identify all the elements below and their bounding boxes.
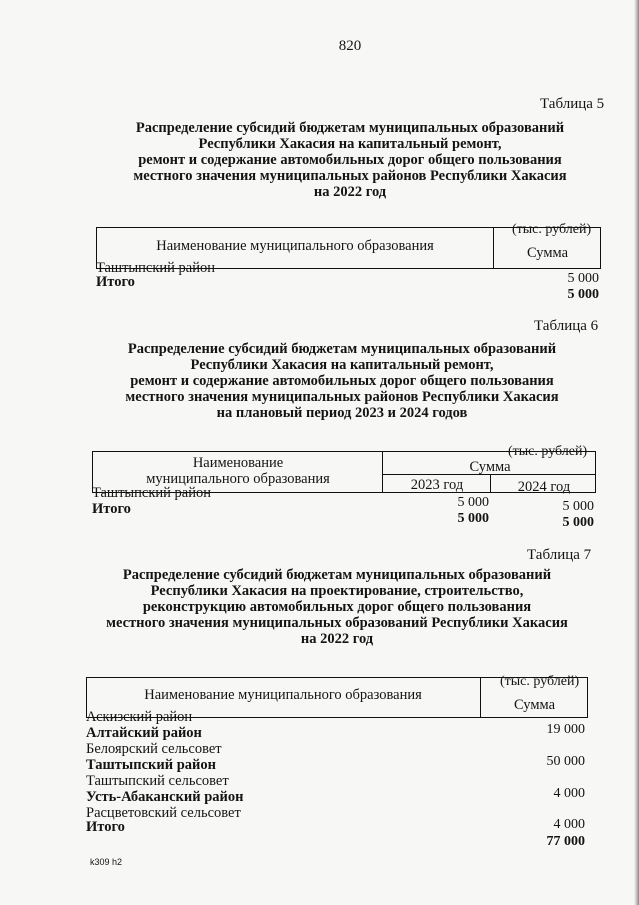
title-line: Распределение субсидий бюджетам муниципальных образований	[122, 567, 552, 583]
table-row-name: Таштыпский район	[96, 260, 216, 276]
title-line: Республики Хакасия на капитальный ремонт,	[198, 136, 502, 152]
table-6-col-2023: 2023 год	[410, 477, 464, 493]
table-6-col-name-header	[94, 455, 382, 487]
table-row-2024: 5 000	[562, 499, 594, 514]
table-total-sum: 77 000	[546, 834, 585, 849]
table-row-name: Расцветовский сельсовет	[86, 805, 241, 821]
table-row-sum: 5 000	[567, 287, 599, 302]
table-7-title	[82, 567, 592, 647]
header-line: муниципального образования	[146, 471, 330, 487]
table-5-col-name-header: Наименование муниципального образования	[156, 238, 434, 254]
table-row-sum: 50 000	[546, 754, 585, 769]
title-line: на 2022 год	[300, 631, 374, 647]
table-row-name: Итого	[92, 501, 131, 517]
title-line: местного значения муниципальных районов Республики Хакасия	[133, 168, 567, 184]
table-5-unit: (тыс. рублей)	[512, 222, 592, 237]
title-line: на 2022 год	[313, 184, 387, 200]
scan-edge	[634, 0, 639, 905]
table-7-col-sum-header: Сумма	[513, 697, 556, 713]
header-line: Наименование	[192, 455, 284, 471]
title-line: Распределение субсидий бюджетам муниципальных образований	[135, 120, 565, 136]
table-6-col-sum-header: Сумма	[469, 459, 511, 475]
title-line: местного значения муниципальных районов Республики Хакасия	[125, 389, 559, 405]
table-row-name: Алтайский район	[86, 725, 202, 741]
table-7-label: Таблица 7	[527, 547, 592, 563]
title-line: местного значения муниципальных образований Республики Хакасия	[106, 615, 568, 631]
title-line: ремонт и содержание автомобильных дорог общего пользования	[138, 152, 562, 168]
title-line: ремонт и содержание автомобильных дорог общего пользования	[130, 373, 554, 389]
table-row-name: Таштыпский сельсовет	[86, 773, 229, 789]
table-7-col-name-header: Наименование муниципального образования	[144, 687, 422, 703]
table-row-name: Таштыпский район	[86, 757, 216, 773]
table-6-title	[92, 341, 592, 421]
table-row-name: Аскизский район	[86, 709, 193, 725]
table-7-unit: (тыс. рублей)	[500, 674, 580, 689]
table-row-sum: 4 000	[553, 786, 585, 801]
table-6-label: Таблица 6	[534, 318, 599, 334]
table-row-2023: 5 000	[457, 511, 489, 526]
table-row-2023: 5 000	[457, 495, 489, 510]
table-row-name: Итого	[86, 819, 125, 835]
table-row-name: Таштыпский район	[92, 485, 212, 501]
table-6-col-2024: 2024 год	[517, 479, 571, 495]
table-row-name: Белоярский сельсовет	[86, 741, 222, 757]
table-5-title	[100, 120, 600, 200]
table-6-unit: (тыс. рублей)	[508, 444, 588, 459]
table-row-name: Итого	[96, 274, 135, 290]
title-line: Республики Хакасия на капитальный ремонт,	[190, 357, 494, 373]
title-line: Распределение субсидий бюджетам муниципальных образований	[127, 341, 557, 357]
table-5-col-sum-header: Сумма	[526, 245, 569, 261]
table-row-sum: 4 000	[553, 817, 585, 832]
footer-code: k309 h2	[90, 857, 123, 867]
page-number: 820	[338, 38, 362, 54]
title-line: реконструкцию автомобильных дорог общего пользования	[142, 599, 532, 615]
table-row-sum: 5 000	[567, 271, 599, 286]
table-row-2024: 5 000	[562, 515, 594, 530]
title-line: Республики Хакасия на проектирование, строительство,	[150, 583, 524, 599]
table-5-label: Таблица 5	[540, 96, 605, 112]
table-row-sum: 19 000	[546, 722, 585, 737]
title-line: на плановый период 2023 и 2024 годов	[216, 405, 468, 421]
table-row-name: Усть-Абаканский район	[86, 789, 244, 805]
